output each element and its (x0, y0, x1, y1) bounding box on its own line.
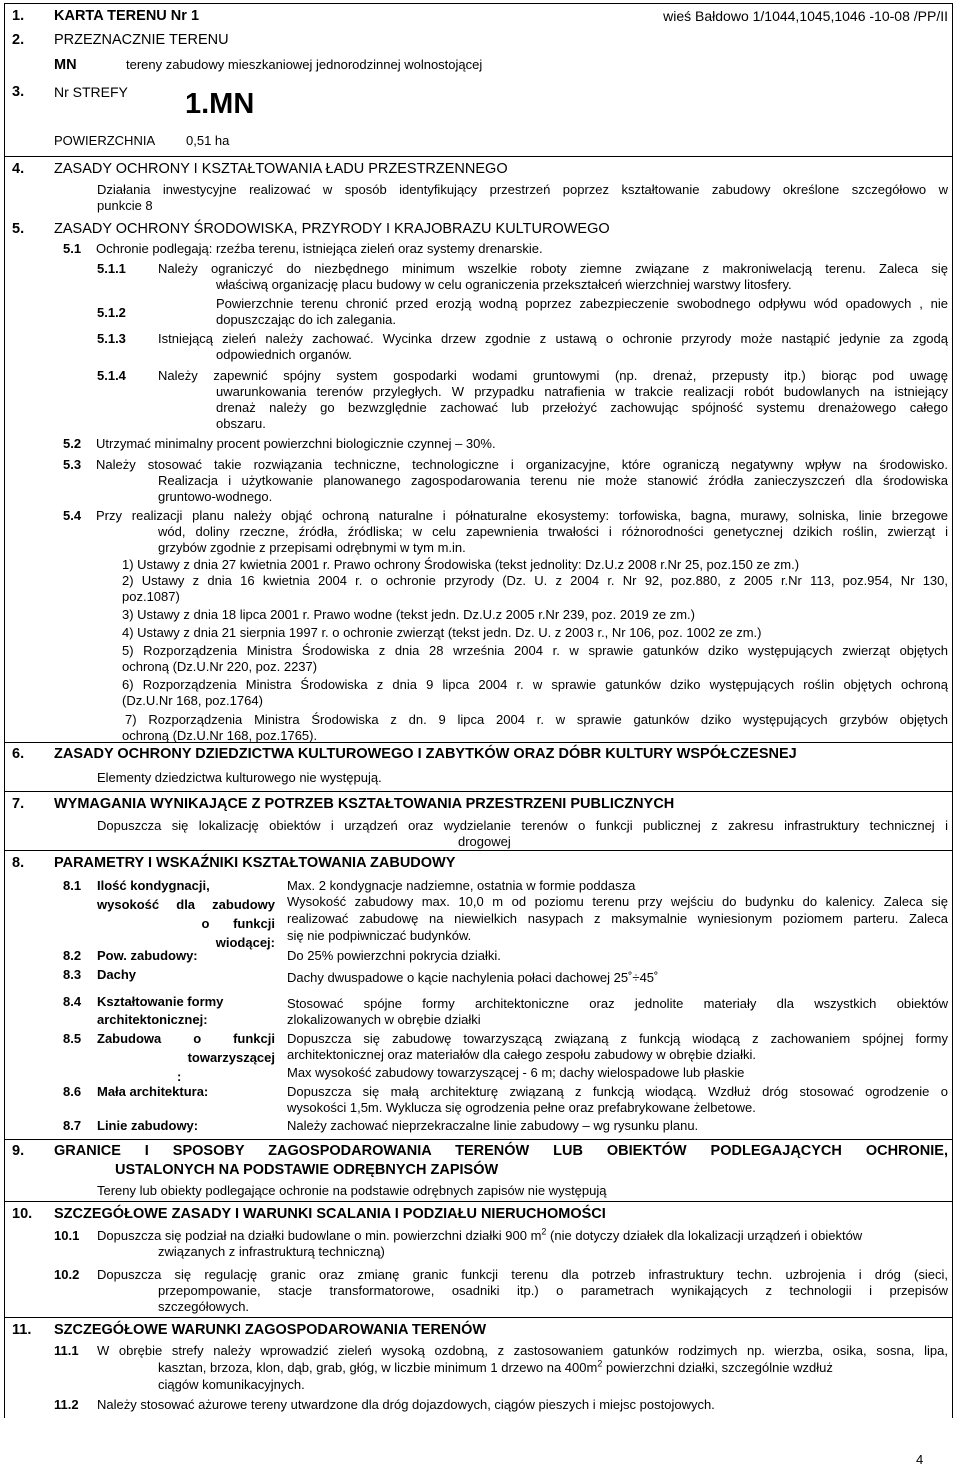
param-label (97, 1031, 275, 1085)
param-value: Max. 2 kondygnacje nadziemne, ostatnia w formie poddasza (287, 878, 636, 893)
param-number: 8.7 (63, 1118, 82, 1133)
point-text: Powierzchnie terenu chronić przed erozją wodną poprzez zabezpieczenie swobodnego odpływu wód opadowych , nie (216, 296, 948, 311)
point-number: 5.4 (63, 508, 82, 523)
law-item: (Dz.U.Nr 168, poz.1764) (122, 693, 263, 708)
point-number: 5.1 (63, 241, 82, 256)
rule (4, 1201, 952, 1202)
param-label: Kształtowanie formy (97, 994, 224, 1009)
param-value: Dopuszcza się zabudowę towarzyszącą związaną z funkcją wiodącą z zachowaniem spójnej formy (287, 1031, 948, 1046)
point-text: uwarunkowania terenów przyległych. W przypadku natrafienia w trakcie realizacji robót budowlanych na istniejący (216, 384, 948, 399)
point-number: 10.2 (54, 1267, 80, 1282)
point-text: Należy stosować takie rozwiązania techniczne, technologiczne i organizacyjne, które ograniczą negatywny wpływ na środowisko. (96, 457, 948, 472)
section-11-number: 11. (12, 1322, 32, 1338)
point-text: przepompowanie, stacje transformatorowe, osadniki itp.) o parametrach wynikających z technologii i przepisów (158, 1283, 948, 1298)
rule (4, 850, 952, 851)
law-item: 1) Ustawy z dnia 27 kwietnia 2001 r. Prawo ochrony Środowiska (tekst jednolity: Dz.U.z 2008 r.Nr 25, poz.150 ze zm.) (122, 557, 800, 572)
zone-code: 1.MN (185, 88, 255, 120)
point-text: Należy zapewnić spójny system gospodarki wodami gruntowymi (np. drenaż, przepusty itp.) biorąc pod uwagę (158, 368, 948, 383)
point-text: dopuszczając do ich zalegania. (216, 312, 396, 327)
section-6-number: 6. (12, 746, 25, 762)
point-text-part: powierzchni działki, szczególnie wzdłuż (605, 1360, 833, 1375)
point-number: 10.1 (54, 1228, 80, 1243)
superscript: 2 (541, 1226, 547, 1237)
param-label: Mała architektura: (97, 1084, 209, 1099)
zoning-code: MN (54, 57, 77, 73)
param-label (97, 878, 275, 951)
param-number: 8.1 (63, 878, 82, 893)
section-9-title: GRANICE I SPOSOBY ZAGOSPODAROWANIA TERENÓW LUB OBIEKTÓW PODLEGAJĄCYCH OCHRONIE, (54, 1143, 948, 1159)
section-9-title-2: USTALONYCH NA PODSTAWIE ODRĘBNYCH ZAPISÓW (115, 1162, 499, 1178)
law-item: 3) Ustawy z dnia 18 lipca 2001 r. Prawo wodne (tekst jedn. Dz.U.z 2005 r.Nr 239, poz. 2019 ze zm.) (122, 607, 696, 622)
point-text: szczegółowych. (158, 1299, 250, 1314)
point-text: Należy ograniczyć do niezbędnego minimum wszelkie roboty ziemne związane z makroniwelacją terenu. Zaleca się (158, 261, 948, 276)
reference-id: wieś Bałdowo 1/1044,1045,1046 -10-08 /PP/II (663, 8, 948, 24)
param-label: Linie zabudowy: (97, 1118, 199, 1133)
law-item: 7) Rozporządzenia Ministra Środowiska z dn. 9 lipca 2004 r. w sprawie gatunków dziko występujących grzybów objętych (125, 712, 948, 727)
point-number: 5.2 (63, 436, 82, 451)
param-value: Dopuszcza się małą architekturę związaną z funkcją wiodącą. Wzdłuż dróg stosować ogrodzenie o (287, 1084, 948, 1099)
point-text: związanych z infrastrukturą techniczną) (158, 1244, 385, 1259)
law-item: ochroną (Dz.U.Nr 168, poz.1765). (122, 728, 318, 743)
section-2-title: PRZEZNACZNIE TERENU (54, 32, 229, 48)
point-number: 5.3 (63, 457, 82, 472)
param-number: 8.4 (63, 994, 82, 1009)
param-value: wysokości 1,5m. Wyklucza się ogrodzenia pełne oraz prefabrykowane żelbetowe. (287, 1100, 756, 1115)
law-list (122, 557, 948, 744)
point-text: Przy realizacji planu należy objąć ochroną naturalne i półnaturalne ekosystemy: torfowiska, bagna, murawy, solniska, linie brzegowe (96, 508, 948, 523)
section-4-text-2: punkcie 8 (97, 198, 153, 213)
area-label: POWIERZCHNIA (54, 133, 156, 148)
law-item: poz.1087) (122, 589, 180, 604)
point-text: ciągów komunikacyjnych. (158, 1377, 305, 1392)
point-text: Ochronie podlegają: rzeźba terenu, istniejąca zieleń oraz systemy drenarskie. (96, 241, 543, 256)
section-6-text: Elementy dziedzictwa kulturowego nie występują. (97, 770, 382, 785)
superscript: 2 (597, 1358, 603, 1369)
section-5-title: ZASADY OCHRONY ŚRODOWISKA, PRZYRODY I KRAJOBRAZU KULTUROWEGO (54, 221, 610, 237)
point-text: Należy stosować ażurowe tereny utwardzone dla dróg dojazdowych, ciągów pieszych i miejsc postojowych. (97, 1397, 715, 1412)
zoning-description: tereny zabudowy mieszkaniowej jednorodzinnej wolnostojącej (126, 57, 483, 72)
section-4-text: Działania inwestycyjne realizować w sposób identyfikujący przestrzeń poprzez kształtowanie zabudowy określone szczegółowo w (97, 182, 948, 197)
param-label-line: o funkcji (201, 916, 275, 931)
param-label-line: wiodącej: (215, 935, 275, 950)
section-10-number: 10. (12, 1206, 33, 1222)
point-text: gruntowo-wodnego. (158, 489, 273, 504)
point-text: W obrębie strefy należy wprowadzić zieleń wysoką ozdobną, z zastosowaniem gatunków rodzimych np. wierzba, osika, sosna, lipa, (97, 1343, 948, 1358)
law-item: ochroną (Dz.U.Nr 220, poz. 2237) (122, 659, 318, 674)
section-1-title: KARTA TERENU Nr 1 (54, 8, 200, 24)
rule (4, 156, 952, 157)
law-item: 4) Ustawy z dnia 21 sierpnia 1997 r. o ochronie zwierząt (tekst jedn. Dz. U. z 2003 r., Nr 106, poz. 1002 ze zm.) (122, 625, 762, 640)
section-10-title: SZCZEGÓŁOWE ZASADY I WARUNKI SCALANIA I PODZIAŁU NIERUCHOMOŚCI (54, 1206, 606, 1222)
param-value: realizować zabudowę na niewielkich nasypach z maksymalnie wyniesionym poziomem parteru. Zaleca (287, 911, 948, 926)
point-text: wód, doliny rzeczne, źródła, źródliska; w celu zapewnienia trwałości i różnorodności genetycznej dzikich roślin, zwierząt i (158, 524, 948, 539)
section-4-number: 4. (12, 161, 25, 177)
point-text: odpowiednich organów. (216, 347, 352, 362)
point-number: 11.2 (54, 1397, 79, 1412)
law-item: 5) Rozporządzenia Ministra Środowiska z dnia 28 września 2004 r. w sprawie gatunków dziko występujących zwierząt objętych (122, 643, 948, 658)
section-9-text: Tereny lub obiekty podlegające ochronie na podstawie odrębnych zapisów nie występują (97, 1183, 607, 1198)
point-text: właściwą organizację placu budowy w celu ograniczenia przekształceń wierzchniej warstwy litosfery. (216, 277, 792, 292)
point-text-part: kasztan, brzoza, klon, dąb, grab, głóg, w liczbie minimum 1 drzewo na 400m (158, 1360, 598, 1375)
param-value: się nie podpiwniczać budynków. (287, 928, 472, 943)
section-6-title: ZASADY OCHRONY DZIEDZICTWA KULTUROWEGO I ZABYTKÓW ORAZ DÓBR KULTURY WSPÓŁCZESNEJ (54, 746, 797, 762)
param-number: 8.6 (63, 1084, 82, 1099)
area-value: 0,51 ha (186, 133, 230, 148)
param-value: Max wysokość zabudowy towarzyszącej - 6 m; dachy wielospadowe lub płaskie (287, 1065, 745, 1080)
point-number: 11.1 (54, 1343, 79, 1358)
left-border (4, 3, 5, 1418)
param-label-line: wysokość dla zabudowy (97, 897, 275, 912)
param-label-line: Ilość kondygnacji, (97, 878, 210, 893)
param-label-line: Zabudowa o funkcji (97, 1031, 275, 1046)
right-border (952, 3, 953, 1418)
section-11-title: SZCZEGÓŁOWE WARUNKI ZAGOSPODAROWANIA TERENÓW (54, 1322, 487, 1338)
point-number: 5.1.3 (97, 331, 126, 346)
section-7-text: Dopuszcza się lokalizację obiektów i urządzeń oraz wydzielanie terenów o funkcji publicznej z zakresu infrastruktury technicznej i (97, 818, 948, 833)
point-text-part: Dopuszcza się podział na działki budowlane o min. powierzchni działki 900 m (97, 1228, 542, 1243)
section-7-title: WYMAGANIA WYNIKAJĄCE Z POTRZEB KSZTAŁTOWANIA PRZESTRZENI PUBLICZNYCH (54, 796, 675, 812)
param-value: Do 25% powierzchni pokrycia działki. (287, 948, 501, 963)
param-value: architektonicznej oraz materiałów dla całego zespołu zabudowy w obrębie działki. (287, 1047, 756, 1062)
param-value: Należy zachować nieprzekraczalne linie zabudowy – wg rysunku planu. (287, 1118, 699, 1133)
rule (4, 1317, 952, 1318)
param-label: Pow. zabudowy: (97, 948, 198, 963)
param-number: 8.3 (63, 967, 82, 982)
point-text: Realizacja i użytkowanie planowanego zagospodarowania terenu nie może stanowić źródła zanieczyszczeń dla środowiska (158, 473, 948, 488)
section-1-number: 1. (12, 8, 25, 24)
point-text (97, 1228, 948, 1244)
rule (4, 3, 952, 4)
section-8-title: PARAMETRY I WSKAŹNIKI KSZTAŁTOWANIA ZABUDOWY (54, 855, 456, 871)
param-value: Dachy dwuspadowe o kącie nachylenia połaci dachowej 25˚÷45˚ (287, 970, 659, 985)
law-item: 6) Rozporządzenia Ministra Środowiska z dnia 9 lipca 2004 r. w sprawie gatunków dziko występujących roślin objętych ochroną (122, 677, 948, 692)
point-number: 5.1.1 (97, 261, 126, 276)
param-label-line: towarzyszącej (187, 1050, 275, 1065)
section-2-number: 2. (12, 32, 25, 48)
section-4-title: ZASADY OCHRONY I KSZTAŁTOWANIA ŁADU PRZESTRZENNEGO (54, 161, 508, 177)
point-text: grzybów zgodnie z przepisami odrębnymi w tym m.in. (158, 540, 466, 555)
point-text (158, 1360, 948, 1376)
section-5-number: 5. (12, 221, 25, 237)
point-text: drenaż należy go bezwzględnie zachować lub przełożyć zachowując spójność systemu drenażowego całego (216, 400, 948, 415)
point-text: Utrzymać minimalny procent powierzchni biologicznie czynnej – 30%. (96, 436, 496, 451)
rule (4, 1139, 952, 1140)
param-value: zlokalizowanych w obrębie działki (287, 1012, 481, 1027)
rule (4, 791, 952, 792)
param-value: Wysokość zabudowy max. 10,0 m od poziomu terenu przy wejściu do budynku do kalenicy. Zaleca się (287, 894, 948, 909)
param-label-line: : (177, 1069, 182, 1084)
param-label: Dachy (97, 967, 137, 982)
section-7-text-2: drogowej (458, 834, 511, 849)
page-number: 4 (916, 1452, 924, 1467)
law-item: 2) Ustawy z dnia 16 kwietnia 2004 r. o ochronie przyrody (Dz. U. z 2004 r. Nr 92, poz.880, z 2005 r.Nr 113, poz.954, Nr 130, (122, 573, 948, 588)
param-number: 8.5 (63, 1031, 82, 1046)
section-3-number: 3. (12, 84, 25, 100)
section-7-number: 7. (12, 796, 25, 812)
section-8-number: 8. (12, 855, 25, 871)
point-number: 5.1.2 (97, 305, 126, 320)
point-number: 5.1.4 (97, 368, 126, 383)
param-label: architektonicznej: (97, 1012, 208, 1027)
section-9-number: 9. (12, 1143, 25, 1159)
section-3-title: Nr STREFY (54, 84, 128, 100)
param-value: Stosować spójne formy architektoniczne oraz jednolite materiały dla wszystkich obiektów (287, 996, 948, 1011)
point-text: Istniejącą zieleń należy zachować. Wycinka drzew zgodnie z ustawą o ochronie przyrody może nastąpić jedynie za zgodą (158, 331, 948, 346)
point-text: obszaru. (216, 416, 266, 431)
point-text-part: (nie dotyczy działek dla lokalizacji urządzeń i obiektów (550, 1228, 863, 1243)
param-number: 8.2 (63, 948, 82, 963)
point-text: Dopuszcza się regulację granic oraz zmianę granic funkcji terenu dla potrzeb infrastruktury techn. uzbrojenia i dróg (sieci, (97, 1267, 948, 1282)
